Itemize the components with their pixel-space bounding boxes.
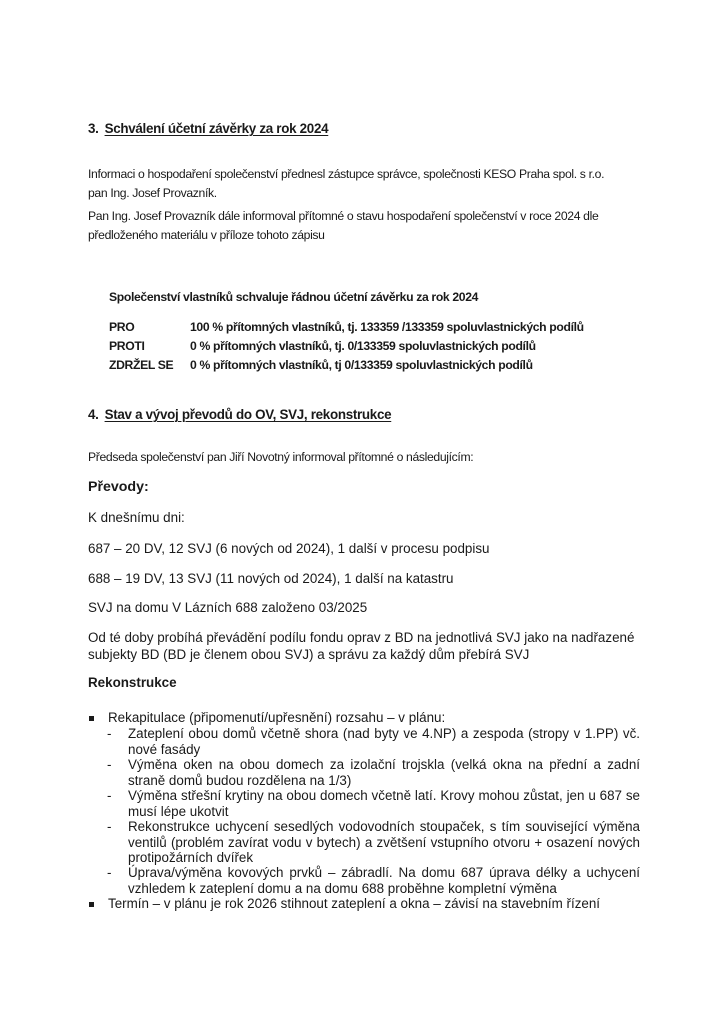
transfers-para-line2: subjekty BD (BD je členem obou SVJ) a správu za každý dům přebírá SVJ xyxy=(88,647,530,662)
section-4-intro: Předseda společenství pan Jiří Novotný informoval přítomné o následujícím: xyxy=(88,450,474,464)
dash-bullet-icon: - xyxy=(107,865,112,880)
reconstruction-item: Rekonstrukce uchycení sesedlých vodovodních stoupaček, s tím související výměna ventilů (problém zavírat vodu v bytech) a zvětšení vstupního otvoru + osazení nových protipožárních dvířek xyxy=(128,819,640,865)
transfers-heading: Převody: xyxy=(88,479,149,495)
reconstruction-heading: Rekonstrukce xyxy=(88,675,177,690)
dash-bullet-icon: - xyxy=(107,726,112,741)
section-4-number: 4. xyxy=(88,407,99,422)
reconstruction-item: Výměna oken na obou domech za izolační trojskla (velká okna na přední a zadní straně domů budou rozdělena na 1/3) xyxy=(128,757,640,788)
vote-result: 0 % přítomných vlastníků, tj. 0/133359 spoluvlastnických podílů xyxy=(190,339,536,353)
reconstruction-item: Výměna střešní krytiny na obou domech včetně latí. Krovy mohou zůstat, jen u 687 se musí lépe ukotvit xyxy=(128,788,640,819)
reconstruction-item: Úprava/výměna kovových prvků – zábradlí. Na domu 687 úprava délky a uchycení vzhledem k zateplení domu a na domu 688 proběhne kompletní výměna xyxy=(128,865,640,896)
reconstruction-bullet: Termín – v plánu je rok 2026 stihnout zateplení a okna – závisí na stavebním řízení xyxy=(108,896,601,911)
transfers-line: SVJ na domu V Lázních 688 založeno 03/2025 xyxy=(88,600,368,615)
section-3-number: 3. xyxy=(88,121,99,136)
transfers-line: K dnešnímu dni: xyxy=(88,510,185,525)
section-3-para2-line1: Pan Ing. Josef Provazník dále informoval přítomné o stavu hospodaření společenství v roce 2024 dle xyxy=(88,209,599,223)
vote-label: ZDRŽEL SE xyxy=(109,358,174,372)
resolution-text: Společenství vlastníků schvaluje řádnou účetní závěrku za rok 2024 xyxy=(109,290,479,304)
vote-label: PRO xyxy=(109,320,135,334)
transfers-line: 687 – 20 DV, 12 SVJ (6 nových od 2024), 1 další v procesu podpisu xyxy=(88,541,490,556)
section-3-para1-line1: Informaci o hospodaření společenství přednesl zástupce správce, společnosti KESO Praha spol. s r.o. xyxy=(88,167,605,181)
transfers-para-line1: Od té doby probíhá převádění podílu fondu oprav z BD na jednotlivá SVJ jako na nadřazené xyxy=(88,630,635,645)
vote-label: PROTI xyxy=(109,339,145,353)
reconstruction-bullet: Rekapitulace (připomenutí/upřesnění) rozsahu – v plánu: xyxy=(108,710,446,725)
dash-bullet-icon: - xyxy=(107,788,112,803)
vote-result: 100 % přítomných vlastníků, tj. 133359 /133359 spoluvlastnických podílů xyxy=(190,320,584,334)
section-4-title: Stav a vývoj převodů do OV, SVJ, rekonstrukce xyxy=(104,407,392,422)
square-bullet-icon xyxy=(89,716,94,721)
square-bullet-icon xyxy=(89,902,94,907)
transfers-line: 688 – 19 DV, 13 SVJ (11 nových od 2024), 1 další na katastru xyxy=(88,571,454,586)
section-3-para1-line2: pan Ing. Josef Provazník. xyxy=(88,186,217,200)
section-4-heading xyxy=(88,407,391,422)
section-3-heading xyxy=(88,121,328,136)
dash-bullet-icon: - xyxy=(107,819,112,834)
section-3-title: Schválení účetní závěrky za rok 2024 xyxy=(104,121,329,136)
dash-bullet-icon: - xyxy=(107,757,112,772)
reconstruction-item: Zateplení obou domů včetně shora (nad byty ve 4.NP) a zespoda (stropy v 1.PP) vč. nové fasády xyxy=(128,726,640,757)
section-3-para2-line2: předloženého materiálu v příloze tohoto zápisu xyxy=(88,228,325,242)
vote-result: 0 % přítomných vlastníků, tj 0/133359 spoluvlastnických podílů xyxy=(190,358,533,372)
